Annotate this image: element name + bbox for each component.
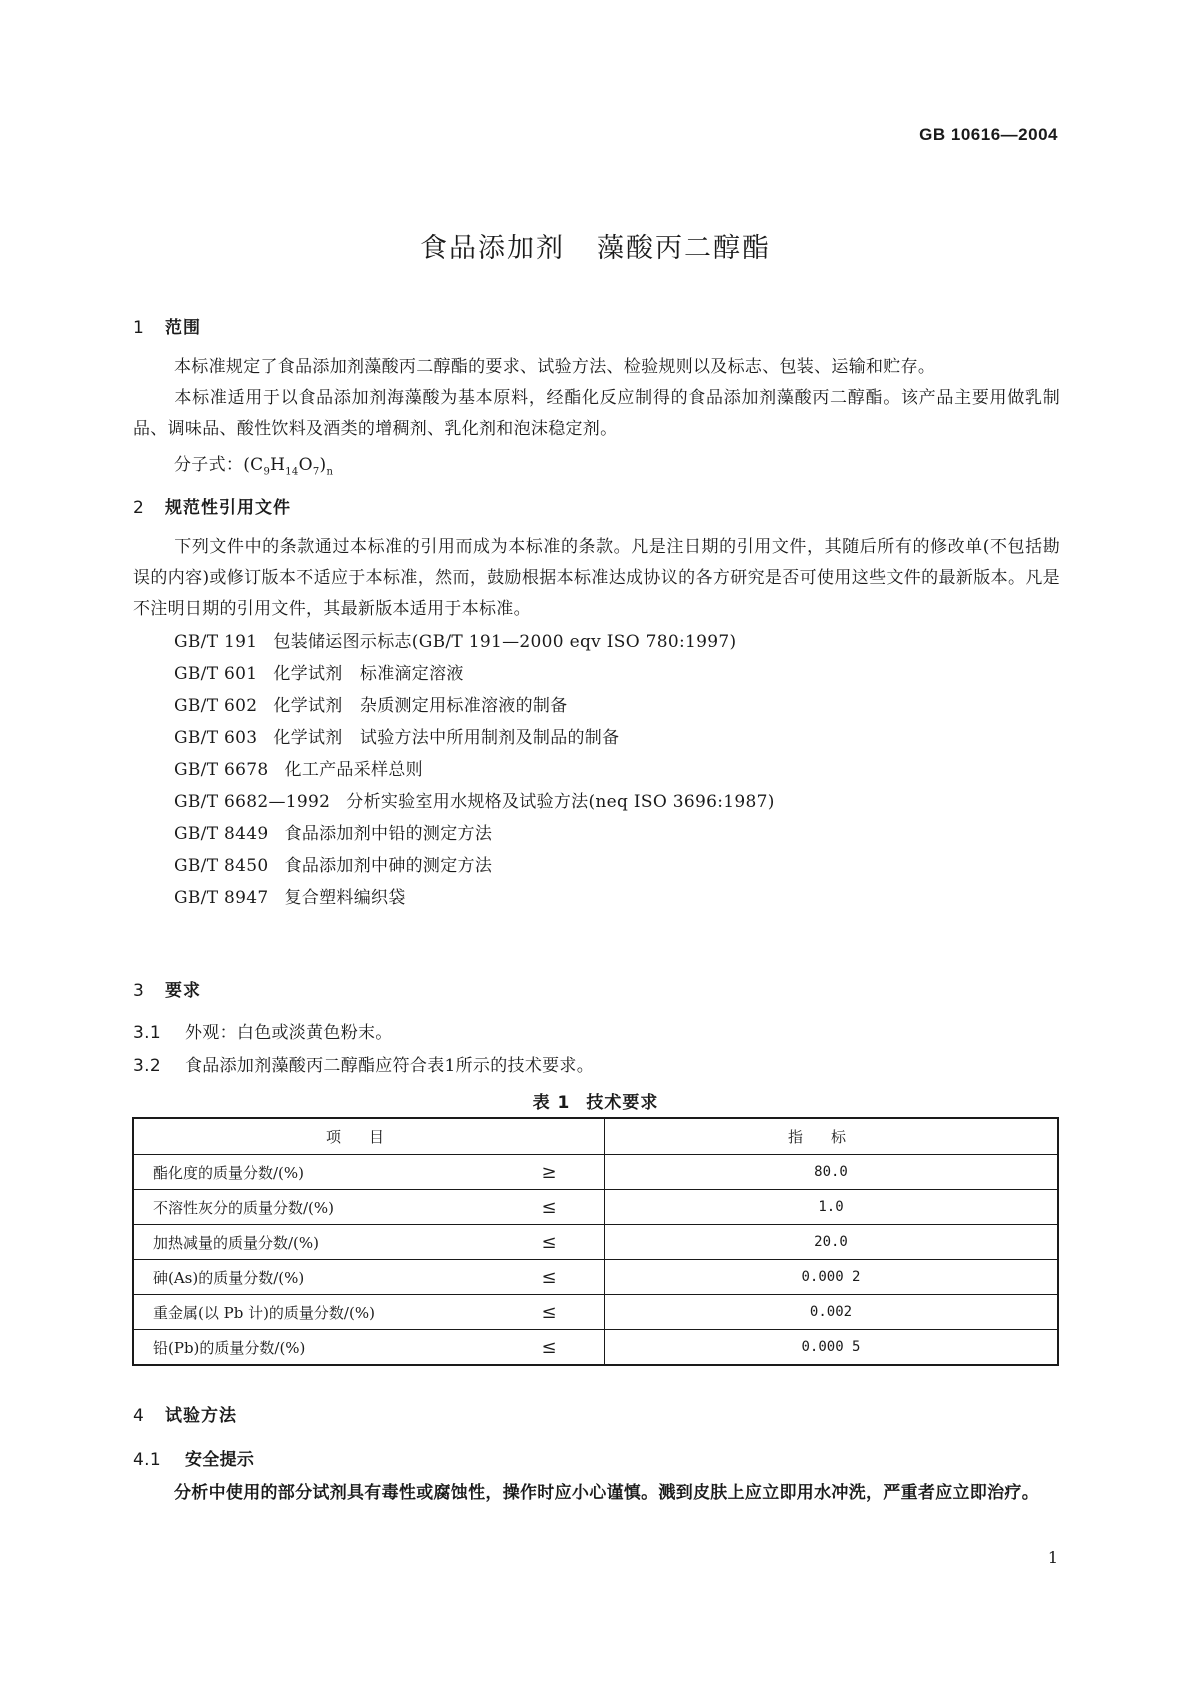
section-2-heading (133, 493, 291, 518)
page-number: 1 (1047, 1548, 1058, 1567)
row-item: 砷(As)的质量分数/(%) (133, 1260, 494, 1295)
row-item: 重金属(以 Pb 计)的质量分数/(%) (133, 1295, 494, 1330)
row-operator: ≤ (494, 1260, 605, 1295)
table-row (133, 1295, 1058, 1330)
column-header-item: 项目 (133, 1118, 605, 1155)
section-4-heading (133, 1401, 237, 1426)
row-value: 20.0 (605, 1225, 1059, 1260)
reference-item: GB/T 6678 化工产品采样总则 (174, 760, 423, 780)
section-number: 4 (133, 1406, 145, 1426)
section-number: 2 (133, 498, 145, 518)
row-item: 不溶性灰分的质量分数/(%) (133, 1190, 494, 1225)
row-value: 0.000 5 (605, 1330, 1059, 1366)
section-1-heading (133, 313, 201, 338)
section-title: 规范性引用文件 (165, 498, 291, 518)
paragraph-text: 本标准适用于以食品添加剂海藻酸为基本原料，经酯化反应制得的食品添加剂藻酸丙二醇酯。该产品主要用做乳制品、调味品、酸性饮料及酒类的增稠剂、乳化剂和泡沫稳定剂。 (133, 388, 1060, 439)
standard-code: GB 10616—2004 (919, 125, 1058, 144)
clause-4-1-heading: 4.1 安全提示 (133, 1450, 255, 1470)
section-title: 范围 (165, 318, 201, 338)
section-2-para (133, 532, 1060, 625)
title-part-1: 食品添加剂 (420, 233, 565, 264)
molecular-formula: 分子式：$(C_9H_{14}O_7)_n$ (174, 455, 334, 478)
table-number: 表 1 (532, 1093, 571, 1113)
reference-item: GB/T 191 包装储运图示标志(GB/T 191—2000 eqv ISO 780:1997) (174, 632, 737, 652)
table-caption (0, 1088, 1191, 1113)
row-item: 酯化度的质量分数/(%) (133, 1155, 494, 1190)
row-value: 1.0 (605, 1190, 1059, 1225)
reference-item: GB/T 603 化学试剂 试验方法中所用制剂及制品的制备 (174, 728, 620, 748)
section-title: 试验方法 (165, 1406, 237, 1426)
paragraph-text: 下列文件中的条款通过本标准的引用而成为本标准的条款。凡是注日期的引用文件，其随后所有的修改单(不包括勘误的内容)或修订版本不适应于本标准，然而，鼓励根据本标准达成协议的各方研究是否可使用这些文件的最新版本。凡是不注明日期的引用文件，其最新版本适用于本标准。 (133, 537, 1060, 619)
row-operator: ≤ (494, 1190, 605, 1225)
section-title: 要求 (165, 981, 201, 1001)
reference-item: GB/T 8449 食品添加剂中铅的测定方法 (174, 824, 493, 844)
row-item: 铅(Pb)的质量分数/(%) (133, 1330, 494, 1366)
row-operator: ≥ (494, 1155, 605, 1190)
row-value: 80.0 (605, 1155, 1059, 1190)
table-row (133, 1330, 1058, 1366)
section-number: 3 (133, 981, 145, 1001)
paragraph-text: 本标准规定了食品添加剂藻酸丙二醇酯的要求、试验方法、检验规则以及标志、包装、运输和贮存。 (174, 357, 936, 377)
row-operator: ≤ (494, 1225, 605, 1260)
table-title: 技术要求 (586, 1093, 659, 1113)
reference-item: GB/T 8450 食品添加剂中砷的测定方法 (174, 856, 493, 876)
row-value: 0.002 (605, 1295, 1059, 1330)
table-row (133, 1155, 1058, 1190)
section-1-para-1 (133, 352, 1060, 383)
table-header-row (133, 1118, 1058, 1155)
reference-item: GB/T 602 化学试剂 杂质测定用标准溶液的制备 (174, 696, 568, 716)
row-operator: ≤ (494, 1330, 605, 1366)
section-3-heading (133, 976, 201, 1001)
row-value: 0.000 2 (605, 1260, 1059, 1295)
clause-3-2: 3.2 食品添加剂藻酸丙二醇酯应符合表1所示的技术要求。 (133, 1056, 595, 1076)
table-row (133, 1190, 1058, 1225)
table-row (133, 1260, 1058, 1295)
technical-requirements-table (132, 1117, 1059, 1366)
reference-item: GB/T 6682—1992 分析实验室用水规格及试验方法(neq ISO 3696:1987) (174, 792, 775, 812)
section-1-para-2 (133, 383, 1060, 445)
page-title (0, 226, 1191, 265)
safety-warning (133, 1478, 1060, 1509)
section-number: 1 (133, 318, 145, 338)
table-row (133, 1225, 1058, 1260)
reference-item: GB/T 601 化学试剂 标准滴定溶液 (174, 664, 464, 684)
reference-item: GB/T 8947 复合塑料编织袋 (174, 888, 406, 908)
column-header-value: 指标 (605, 1118, 1059, 1155)
clause-3-1: 3.1 外观：白色或淡黄色粉末。 (133, 1023, 393, 1043)
paragraph-text: 分析中使用的部分试剂具有毒性或腐蚀性，操作时应小心谨慎。溅到皮肤上应立即用水冲洗，严重者应立即治疗。 (174, 1483, 1039, 1503)
row-item: 加热减量的质量分数/(%) (133, 1225, 494, 1260)
title-part-2: 藻酸丙二醇酯 (597, 233, 771, 264)
row-operator: ≤ (494, 1295, 605, 1330)
